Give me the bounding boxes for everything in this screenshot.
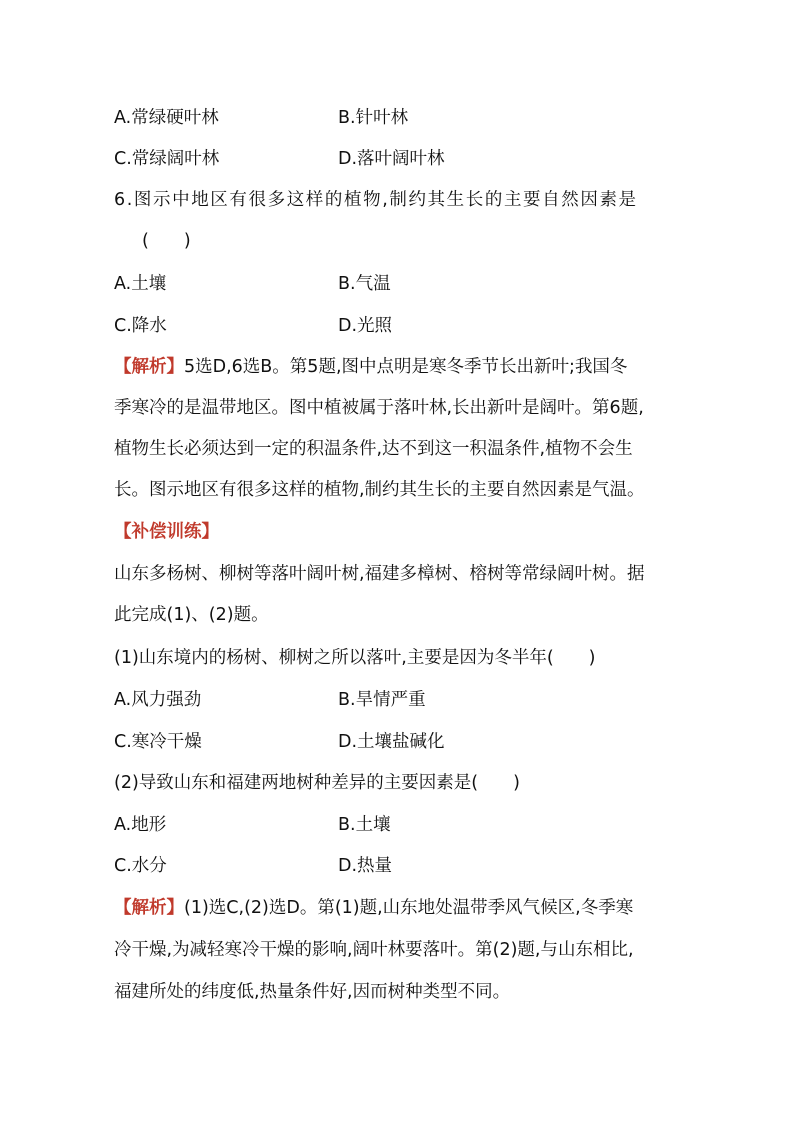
analysis1-line1 — [114, 355, 686, 379]
practice-q1-option-d: D.土壤盐碱化 — [338, 732, 445, 752]
q6-option-b: B.气温 — [338, 274, 391, 294]
practice-q2: (2)导致山东和福建两地树种差异的主要因素是( ) — [114, 773, 520, 793]
analysis-tag: 【解析】 — [114, 357, 184, 377]
practice-q1: (1)山东境内的杨树、柳树之所以落叶,主要是因为冬半年( ) — [114, 648, 596, 668]
q6-blank: ( ) — [142, 231, 191, 251]
analysis1-line3: 植物生长必须达到一定的积温条件,达不到这一积温条件,植物不会生 — [114, 439, 633, 459]
practice-tag: 【补偿训练】 — [114, 522, 219, 542]
q5-option-c: C.常绿阔叶林 — [114, 149, 220, 169]
q5-option-d: D.落叶阔叶林 — [338, 149, 445, 169]
analysis1-line4: 长。图示地区有很多这样的植物,制约其生长的主要自然因素是气温。 — [114, 480, 645, 500]
q6-stem: 6.图示中地区有很多这样的植物,制约其生长的主要自然因素是 — [114, 190, 638, 210]
analysis2-line1 — [114, 896, 686, 920]
analysis1-text1: 5选D,6选B。第5题,图中点明是寒冬季节长出新叶;我国冬 — [184, 357, 628, 377]
q5-option-b: B.针叶林 — [338, 108, 409, 128]
analysis2-text1: (1)选C,(2)选D。第(1)题,山东地处温带季风气候区,冬季寒 — [184, 898, 634, 918]
analysis2-line3: 福建所处的纬度低,热量条件好,因而树种类型不同。 — [114, 982, 511, 1002]
practice-intro2: 此完成(1)、(2)题。 — [114, 605, 269, 625]
q6-option-a: A.土壤 — [114, 274, 167, 294]
q6-option-c: C.降水 — [114, 316, 167, 336]
practice-intro1: 山东多杨树、柳树等落叶阔叶树,福建多樟树、榕树等常绿阔叶树。据 — [114, 564, 645, 584]
practice-q2-option-b: B.土壤 — [338, 815, 391, 835]
q6-option-d: D.光照 — [338, 316, 393, 336]
analysis2-line2: 冷干燥,为减轻寒冷干燥的影响,阔叶林要落叶。第(2)题,与山东相比, — [114, 940, 634, 960]
practice-q2-option-a: A.地形 — [114, 815, 167, 835]
analysis1-line2: 季寒冷的是温带地区。图中植被属于落叶林,长出新叶是阔叶。第6题, — [114, 398, 644, 418]
practice-q1-option-a: A.风力强劲 — [114, 690, 202, 710]
practice-heading — [114, 520, 686, 544]
practice-q1-option-c: C.寒冷干燥 — [114, 732, 202, 752]
q5-option-a: A.常绿硬叶林 — [114, 108, 219, 128]
practice-q2-option-c: C.水分 — [114, 856, 167, 876]
analysis2-tag: 【解析】 — [114, 898, 184, 918]
practice-q2-option-d: D.热量 — [338, 856, 393, 876]
practice-q1-option-b: B.旱情严重 — [338, 690, 426, 710]
